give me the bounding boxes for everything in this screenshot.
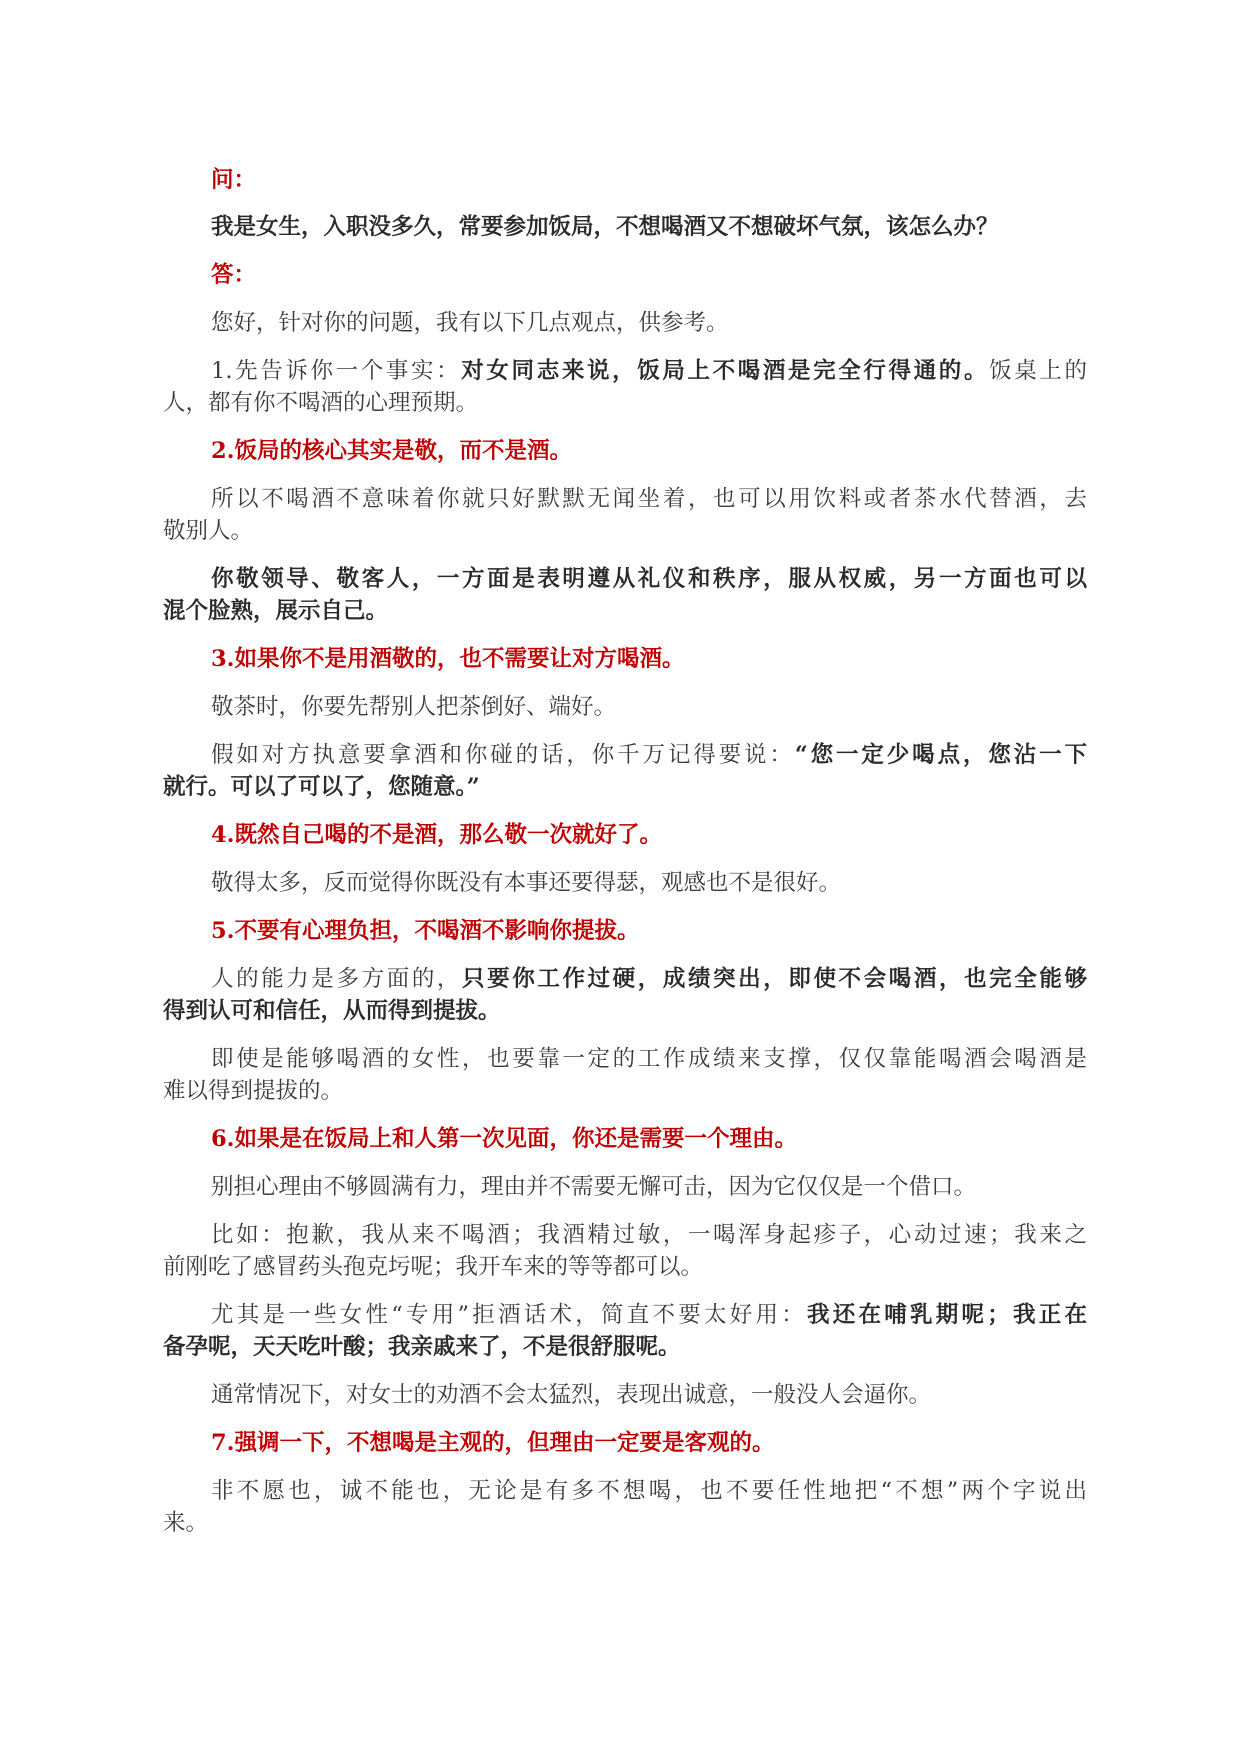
point-6-para-2-line-2: 前刚吃了感冒药头孢克圬呢；我开车来的等等都可以。	[163, 1254, 704, 1280]
point-4-para: 敬得太多，反而觉得你既没有本事还要得瑟，观感也不是很好。	[211, 870, 842, 896]
point-6-para-4: 通常情况下，对女士的劝酒不会太猛烈，表现出诚意，一般没人会逼你。	[211, 1382, 932, 1408]
point-5-bold-end: 得到认可和信任，从而得到提拔。	[163, 998, 501, 1024]
point-7-para-line-1: 非不愿也，诚不能也，无论是有多不想喝，也不要任性地把“不想”两个字说出	[211, 1478, 1087, 1504]
point-6-para-3-line-1	[211, 1298, 1087, 1332]
heading-7: 7.强调一下，不想喝是主观的，但理由一定要是客观的。	[211, 1430, 775, 1456]
point-6-para-2-line-1: 比如：抱歉，我从来不喝酒；我酒精过敏，一喝浑身起疹子，心动过速；我来之	[211, 1222, 1087, 1248]
point-5-para-1-line-1	[211, 962, 1087, 996]
intro-text: 您好，针对你的问题，我有以下几点观点，供参考。	[211, 310, 729, 336]
point-2-para-2-line-2: 混个脸熟，展示自己。	[163, 598, 389, 624]
point-5-bold-start: 只要你工作过硬，成绩突出，即使不会喝酒，也完全能够	[462, 966, 1087, 992]
point-6-bold-end: 备孕呢，天天吃叶酸；我亲戚来了，不是很舒服呢。	[163, 1334, 681, 1360]
point-1-bold: 对女同志来说，饭局上不喝酒是完全行得通的。	[461, 358, 990, 384]
heading-5: 5.不要有心理负担，不喝酒不影响你提拔。	[211, 918, 640, 944]
point-2-para-1-line-1: 所以不喝酒不意味着你就只好默默无闻坐着，也可以用饮料或者茶水代替酒，去	[211, 486, 1087, 512]
point-6-lead: 尤其是一些女性“专用”拒酒话术，简直不要太好用：	[211, 1302, 807, 1328]
answer-label: 答：	[211, 262, 257, 288]
point-1-tail: 饭桌上的	[989, 358, 1087, 384]
point-1-line-1	[211, 354, 1087, 388]
point-2-para-1-line-2: 敬别人。	[163, 518, 254, 544]
heading-6: 6.如果是在饭局上和人第一次见面，你还是需要一个理由。	[211, 1126, 797, 1152]
point-3-quote-start: “您一定少喝点，您沾一下	[794, 742, 1087, 768]
point-5-para-2-line-2: 难以得到提拔的。	[163, 1078, 344, 1104]
question-text: 我是女生，入职没多久，常要参加饭局，不想喝酒又不想破坏气氛，该怎么办？	[211, 214, 999, 240]
point-3-quote-end: 就行。可以了可以了，您随意。”	[163, 774, 480, 800]
point-1-lead: 1.先告诉你一个事实：	[211, 358, 462, 384]
heading-2: 2.饭局的核心其实是敬，而不是酒。	[211, 438, 572, 464]
point-5-lead: 人的能力是多方面的，	[211, 966, 463, 992]
point-1-line-2: 人，都有你不喝酒的心理预期。	[163, 390, 479, 416]
point-3-para-2-line-1	[211, 738, 1087, 772]
point-5-para-2-line-1: 即使是能够喝酒的女性，也要靠一定的工作成绩来支撑，仅仅靠能喝酒会喝酒是	[211, 1046, 1087, 1072]
point-6-para-1: 别担心理由不够圆满有力，理由并不需要无懈可击，因为它仅仅是一个借口。	[211, 1174, 977, 1200]
question-label: 问：	[211, 167, 257, 193]
point-3-lead: 假如对方执意要拿酒和你碰的话，你千万记得要说：	[211, 742, 795, 768]
point-3-para-1: 敬茶时，你要先帮别人把茶倒好、端好。	[211, 694, 617, 720]
point-7-para-line-2: 来。	[163, 1510, 209, 1536]
point-2-para-2-line-1: 你敬领导、敬客人，一方面是表明遵从礼仪和秩序，服从权威，另一方面也可以	[211, 566, 1087, 592]
heading-4: 4.既然自己喝的不是酒，那么敬一次就好了。	[211, 822, 662, 848]
heading-3: 3.如果你不是用酒敬的，也不需要让对方喝酒。	[211, 646, 685, 672]
point-6-bold-start: 我还在哺乳期呢；我正在	[806, 1302, 1087, 1328]
